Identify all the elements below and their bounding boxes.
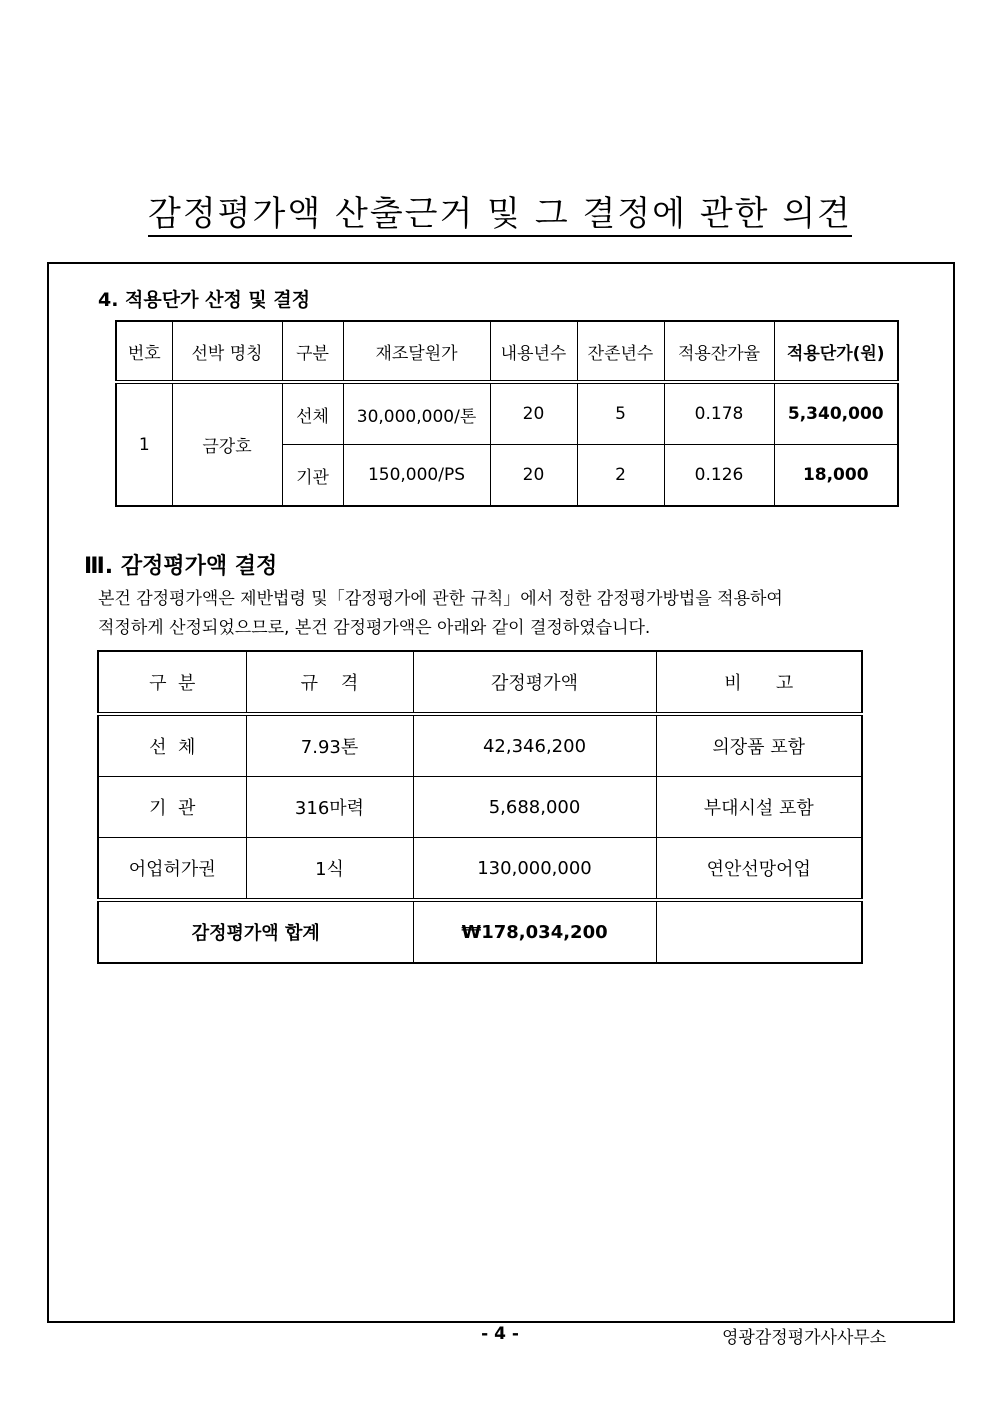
item-cell: 기 관 (98, 777, 246, 838)
row-type: 기관 (282, 445, 343, 507)
residual-rate: 0.126 (664, 445, 774, 507)
residual-rate: 0.178 (664, 382, 774, 445)
total-note (656, 900, 862, 963)
office-name: 영광감정평가사사무소 (722, 1328, 887, 1348)
paragraph-line: 적정하게 산정되었으므로, 본건 감정평가액은 아래와 같이 결정하였습니다. (98, 618, 651, 638)
item-cell: 어업허가권 (98, 838, 246, 901)
page-title (0, 186, 1000, 235)
spec-cell: 7.93톤 (246, 714, 413, 777)
header-cell: 적용단가(원) (774, 321, 898, 382)
unit-price-table (115, 320, 899, 507)
remaining-life: 2 (577, 445, 664, 507)
header-cell: 구분 (282, 321, 343, 382)
header-cell: 잔존년수 (577, 321, 664, 382)
useful-life: 20 (490, 382, 577, 445)
page-number: - 4 - (481, 1324, 519, 1344)
header-cell: 규 격 (246, 651, 413, 714)
header-cell: 내용년수 (490, 321, 577, 382)
spec-cell: 1식 (246, 838, 413, 901)
table-row (98, 714, 862, 777)
table-row (116, 382, 898, 445)
amount-cell: 5,688,000 (413, 777, 656, 838)
header-cell: 구 분 (98, 651, 246, 714)
appraisal-table (97, 650, 863, 964)
table-row (98, 838, 862, 901)
total-amount: ₩178,034,200 (413, 900, 656, 963)
header-cell: 비 고 (656, 651, 862, 714)
note-cell: 연안선망어업 (656, 838, 862, 901)
total-label: 감정평가액 합계 (98, 900, 413, 963)
spec-cell: 316마력 (246, 777, 413, 838)
remaining-life: 5 (577, 382, 664, 445)
note-cell: 의장품 포함 (656, 714, 862, 777)
note-cell: 부대시설 포함 (656, 777, 862, 838)
unit-price: 18,000 (774, 445, 898, 507)
amount-cell: 130,000,000 (413, 838, 656, 901)
header-cell: 적용잔가율 (664, 321, 774, 382)
replacement-cost: 150,000/PS (343, 445, 490, 507)
unit-price: 5,340,000 (774, 382, 898, 445)
section-3-heading: Ⅲ. 감정평가액 결정 (84, 554, 278, 579)
paragraph-line: 본건 감정평가액은 제반법령 및「감정평가에 관한 규칙」에서 정한 감정평가방법을 적용하여 (98, 589, 783, 609)
section-4-heading: 4. 적용단가 산정 및 결정 (98, 289, 311, 311)
item-cell: 선 체 (98, 714, 246, 777)
amount-cell: 42,346,200 (413, 714, 656, 777)
table-row (98, 777, 862, 838)
row-type: 선체 (282, 382, 343, 445)
header-cell: 재조달원가 (343, 321, 490, 382)
header-cell: 선박 명칭 (172, 321, 282, 382)
useful-life: 20 (490, 445, 577, 507)
section-3-paragraph (98, 585, 878, 643)
table-header-row (116, 321, 898, 382)
total-row (98, 900, 862, 963)
table-header-row (98, 651, 862, 714)
vessel-name: 금강호 (172, 382, 282, 506)
row-number: 1 (116, 382, 172, 506)
page-title-text: 감정평가액 산출근거 및 그 결정에 관한 의견 (148, 194, 852, 237)
replacement-cost: 30,000,000/톤 (343, 382, 490, 445)
header-cell: 감정평가액 (413, 651, 656, 714)
header-cell: 번호 (116, 321, 172, 382)
